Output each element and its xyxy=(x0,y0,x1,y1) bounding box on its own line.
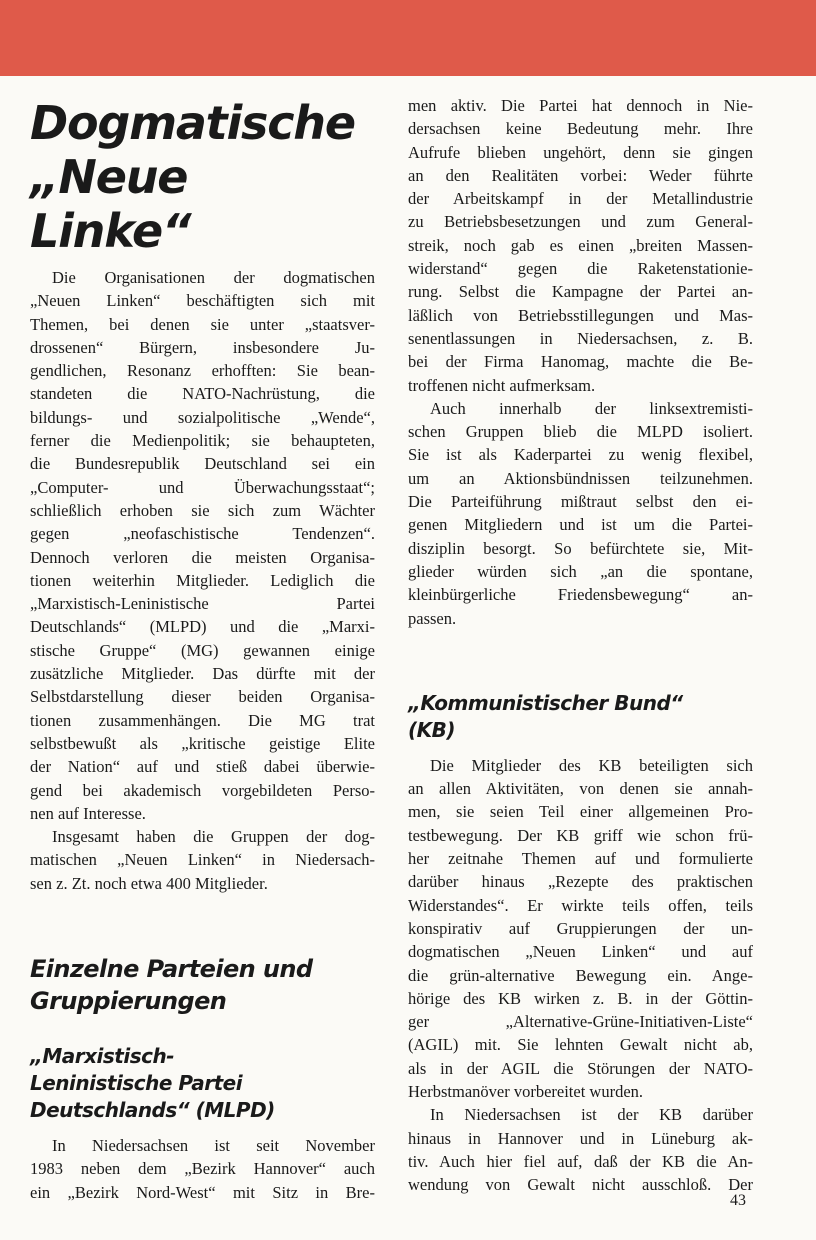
text-line: schen Gruppen blieb die MLPD isoliert. xyxy=(408,422,753,442)
text-line: glieder würden sich „an die spontane, xyxy=(408,561,753,581)
text-line: senentlassungen in Niedersachsen, z. B. xyxy=(408,328,753,348)
kb-paragraph xyxy=(408,754,753,1103)
text-line: In Niedersachsen ist seit November xyxy=(52,1136,375,1156)
text-line: tiv. Auch hier fiel auf, daß der KB die An- xyxy=(408,1151,753,1171)
intro-paragraph xyxy=(30,266,375,825)
text-line: Aufrufe blieben ungehört, denn sie gingen xyxy=(408,142,753,162)
text-line: testbewegung. Der KB griff wie schon frü- xyxy=(408,825,753,845)
text-line: bei der Firma Hanomag, machte die Be- xyxy=(408,352,753,372)
text-line: „Marxistisch-Leninistische Partei xyxy=(30,594,375,614)
mlpd-paragraph-continued xyxy=(408,94,753,397)
text-line: Insgesamt haben die Gruppen der dog- xyxy=(52,827,375,847)
text-line: Sie ist als Kaderpartei zu wenig flexibel, xyxy=(408,445,753,465)
text-line: tionen weiterhin Mitglieder. Lediglich die xyxy=(30,570,375,590)
text-line: an den Realitäten vorbei: Weder führte xyxy=(408,165,753,185)
page-title: Dogmatische „Neue Linke“ xyxy=(30,96,355,258)
text-line: schließlich erhoben sie sich zum Wächter xyxy=(30,500,375,520)
kb-regional-paragraph xyxy=(408,1103,753,1196)
membership-paragraph xyxy=(30,825,375,895)
text-line: standeten die NATO-Nachrüstung, die xyxy=(30,384,375,404)
text-line: dogmatischen „Neuen Linken“ und auf xyxy=(408,942,753,962)
kb-heading: „Kommunistischer Bund“ (KB) xyxy=(408,690,683,742)
text-line: der Arbeitskampf in der Metallindustrie xyxy=(408,189,753,209)
text-line: nen auf Interesse. xyxy=(30,803,146,823)
text-line: die grün-alternative Bewegung ein. Ange- xyxy=(408,965,753,985)
text-line: stische Gruppe“ (MG) gewannen einige xyxy=(30,640,375,660)
text-line: genen Mitgliedern und ist um die Partei- xyxy=(408,515,753,535)
text-line: Die Organisationen der dogmatischen xyxy=(52,268,375,287)
text-line: gend bei akademisch vorgebildeten Perso- xyxy=(30,780,375,800)
text-line: die Bundesrepublik Deutschland sei ein xyxy=(30,454,375,474)
text-line: drossenen“ Bürgern, insbesondere Ju- xyxy=(30,337,375,357)
text-line: tionen zusammenhängen. Die MG trat xyxy=(30,710,375,730)
text-line: „Computer- und Überwachungsstaat“; xyxy=(30,477,375,497)
text-line: men aktiv. Die Partei hat dennoch in Nie- xyxy=(408,96,753,115)
mlpd-heading: „Marxistisch- Leninistische Partei Deutschlands“ (MLPD) xyxy=(30,1044,275,1123)
text-line: ein „Bezirk Nord-West“ mit Sitz in Bre- xyxy=(30,1182,375,1202)
text-line: Auch innerhalb der linksextremisti- xyxy=(430,398,753,418)
right-column xyxy=(408,94,753,1196)
text-line: ferner die Medienpolitik; sie behaupteten, xyxy=(30,431,375,451)
text-line: gegen „neofaschistische Tendenzen“. xyxy=(30,524,375,544)
text-line: (AGIL) mit. Sie lehnten Gewalt nicht ab, xyxy=(408,1035,753,1055)
text-line: Die Mitglieder des KB beteiligten sich xyxy=(430,755,753,775)
text-line: wendung von Gewalt nicht ausschloß. Der xyxy=(408,1175,753,1195)
text-line: selbstbewußt als „kritische geistige Elite xyxy=(30,733,375,753)
text-line: 1983 neben dem „Bezirk Hannover“ auch xyxy=(30,1159,375,1179)
text-line: an allen Aktivitäten, von denen sie annah- xyxy=(408,779,753,799)
text-line: her zeitnahe Themen auf und formulierte xyxy=(408,849,753,869)
mlpd-paragraph-start xyxy=(30,1134,375,1204)
top-color-band xyxy=(0,0,816,76)
text-line: darüber hinaus „Rezepte des praktischen xyxy=(408,872,753,892)
text-line: konspirativ auf Gruppierungen der un- xyxy=(408,918,753,938)
text-line: kleinbürgerliche Friedensbewegung“ an- xyxy=(408,585,753,605)
text-line: gendlichen, Resonanz erhofften: Sie bean- xyxy=(30,361,375,381)
left-column xyxy=(30,94,375,1204)
section-heading: Einzelne Parteien und Gruppierungen xyxy=(30,955,313,1016)
text-line: Die Parteiführung mißtraut selbst den ei- xyxy=(408,492,753,512)
text-line: um an Aktionsbündnissen teilzunehmen. xyxy=(408,468,753,488)
text-line: passen. xyxy=(408,608,457,628)
text-line: widerstand“ gegen die Raketenstationie- xyxy=(408,259,753,279)
text-line: hinaus in Hannover und in Lüneburg ak- xyxy=(408,1128,753,1148)
text-line: läßlich von Betriebsstillegungen und Mas- xyxy=(408,305,753,325)
text-line: hörige des KB wirken z. B. in der Göttin- xyxy=(408,988,753,1008)
text-line: men, sie seien Teil einer allgemeinen Pro- xyxy=(408,802,753,822)
text-line: disziplin besorgt. So befürchtete sie, Mit- xyxy=(408,538,753,558)
text-line: In Niedersachsen ist der KB darüber xyxy=(430,1105,753,1125)
text-line: ger „Alternative-Grüne-Initiativen-Liste“ xyxy=(408,1012,753,1032)
text-line: Widerstandes“. Er wirkte teils offen, teils xyxy=(408,895,753,915)
text-line: streik, noch gab es einen „breiten Massen- xyxy=(408,235,753,255)
text-line: bildungs- und sozialpolitische „Wende“, xyxy=(30,407,375,427)
text-line: sen z. Zt. noch etwa 400 Mitglieder. xyxy=(30,873,268,893)
text-line: dersachsen keine Bedeutung mehr. Ihre xyxy=(408,119,753,139)
mlpd-isolation-paragraph xyxy=(408,397,753,630)
text-line: troffenen nicht aufmerksam. xyxy=(408,375,596,395)
text-line: matischen „Neuen Linken“ in Niedersach- xyxy=(30,850,375,870)
text-line: zusätzliche Mitglieder. Das dürfte mit der xyxy=(30,664,375,684)
text-line: Selbstdarstellung dieser beiden Organisa- xyxy=(30,687,375,707)
text-line: „Neuen Linken“ beschäftigten sich mit xyxy=(30,291,375,311)
text-line: Dennoch verloren die meisten Organisa- xyxy=(30,547,375,567)
text-line: rung. Selbst die Kampagne der Partei an- xyxy=(408,282,753,302)
text-line: Themen, bei denen sie unter „staatsver- xyxy=(30,314,375,334)
page-number: 43 xyxy=(730,1192,746,1209)
text-line: als in der AGIL die Störungen der NATO- xyxy=(408,1058,753,1078)
text-line: zu Betriebsbesetzungen und zum General- xyxy=(408,212,753,232)
text-line: Deutschlands“ (MLPD) und die „Marxi- xyxy=(30,617,375,637)
text-line: Herbstmanöver vorbereitet wurden. xyxy=(408,1081,644,1101)
text-line: der Nation“ auf und stieß dabei überwie- xyxy=(30,757,375,777)
